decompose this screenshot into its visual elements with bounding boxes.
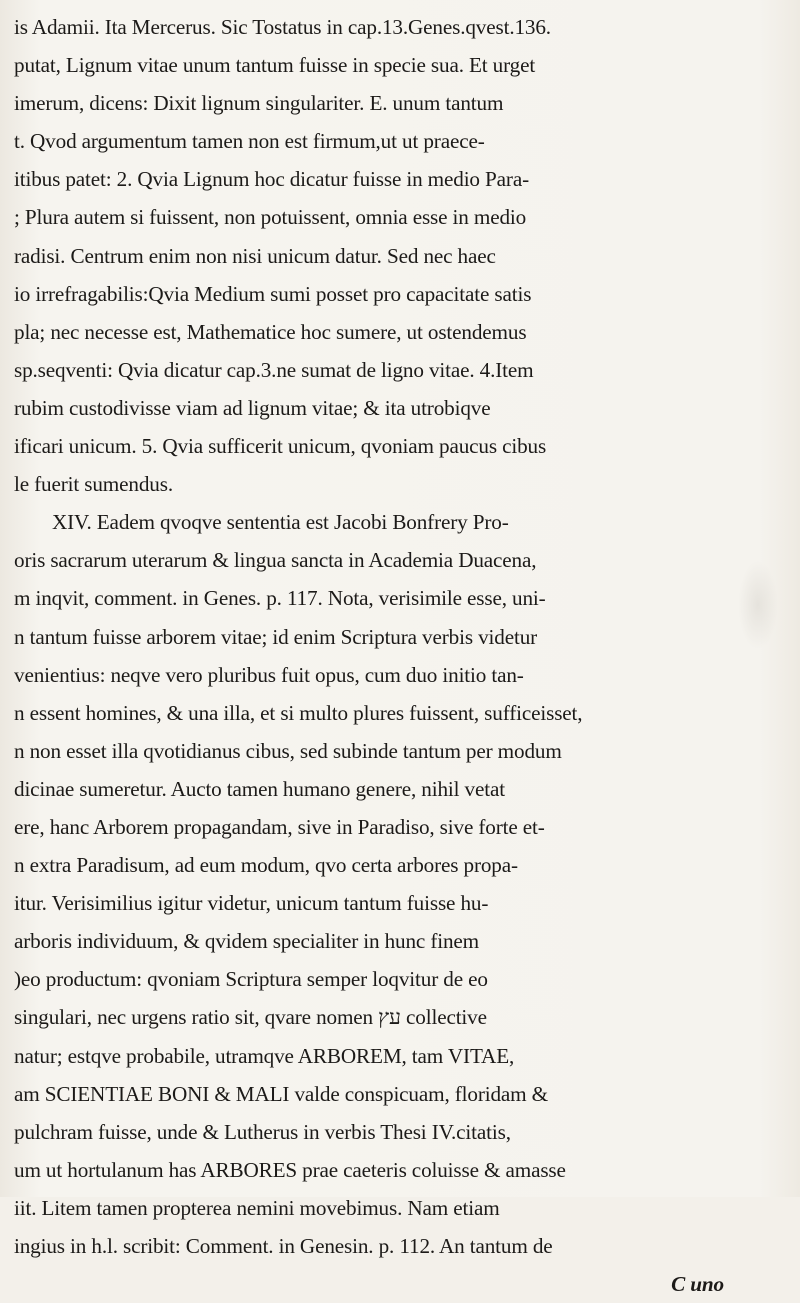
text-line: itur. Verisimilius igitur videtur, unicum tantum fuisse hu-: [14, 891, 489, 916]
text-line: arboris individuum, & qvidem specialiter in hunc finem: [14, 929, 479, 954]
text-line: t. Qvod argumentum tamen non est firmum,ut ut praece-: [14, 129, 485, 154]
text-line: venientius: neqve vero pluribus fuit opus, cum duo initio tan-: [14, 662, 524, 687]
text-line: pulchram fuisse, unde & Lutherus in verbis Thesi IV.citatis,: [14, 1119, 511, 1144]
text-line: imerum, dicens: Dixit lignum singulariter. E. unum tantum: [14, 91, 504, 116]
text-line: itibus patet: 2. Qvia Lignum hoc dicatur fuisse in medio Para-: [14, 167, 529, 192]
text-line: )eo productum: qvoniam Scriptura semper loqvitur de eo: [14, 967, 488, 992]
text-line: n extra Paradisum, ad eum modum, qvo certa arbores propa-: [14, 853, 518, 878]
text-line: ingius in h.l. scribit: Comment. in Genesin. p. 112. An tantum de: [14, 1234, 553, 1258]
text-line: am SCIENTIAE BONI & MALI valde conspicuam, floridam &: [14, 1081, 548, 1106]
text-line: rubim custodivisse viam ad lignum vitae; & ita utrobiqve: [14, 395, 491, 420]
text-line: n non esset illa qvotidianus cibus, sed subinde tantum per modum: [14, 738, 562, 763]
text-line: io irrefragabilis:Qvia Medium sumi posset pro capacitate satis: [14, 281, 532, 306]
catchword: C uno: [671, 1272, 724, 1297]
text-line: is Adamii. Ita Mercerus. Sic Tostatus in cap.13.Genes.qvest.136.: [14, 15, 551, 39]
text-line: n essent homines, & una illa, et si multo plures fuissent, sufficeisset,: [14, 700, 583, 725]
text-line: le fuerit sumendus.: [14, 472, 173, 497]
text-line: natur; estqve probabile, utramqve ARBOREM, tam VITAE,: [14, 1043, 515, 1068]
page-text: [14, 8, 784, 1303]
text-line: sp.seqventi: Qvia dicatur cap.3.ne sumat de ligno vitae. 4.Item: [14, 357, 534, 382]
text-line: pla; nec necesse est, Mathematice hoc sumere, ut ostendemus: [14, 319, 527, 344]
ink-bleed-mark: [738, 560, 778, 650]
text-line: ificari unicum. 5. Qvia sufficerit unicum, qvoniam paucus cibus: [14, 434, 547, 459]
text-line: singulari, nec urgens ratio sit, qvare nomen עץ collective: [14, 1005, 487, 1030]
text-line: um ut hortulanum has ARBORES prae caeteris coluisse & amasse: [14, 1157, 566, 1182]
text-line: m inqvit, comment. in Genes. p. 117. Nota, verisimile esse, uni-: [14, 586, 546, 611]
text-line: oris sacrarum uterarum & lingua sancta in Academia Duacena,: [14, 548, 537, 573]
text-line: ere, hanc Arborem propagandam, sive in Paradiso, sive forte et-: [14, 814, 545, 839]
text-line: ; Plura autem si fuissent, non potuissent, omnia esse in medio: [14, 205, 527, 230]
text-line: n tantum fuisse arborem vitae; id enim Scriptura verbis videtur: [14, 624, 538, 649]
text-line: iit. Litem tamen propterea nemini movebimus. Nam etiam: [14, 1195, 500, 1220]
text-line: dicinae sumeretur. Aucto tamen humano genere, nihil vetat: [14, 776, 505, 801]
text-line: radisi. Centrum enim non nisi unicum datur. Sed nec haec: [14, 243, 496, 268]
section-heading-line: XIV. Eadem qvoqve sententia est Jacobi Bonfrery Pro-: [52, 510, 509, 535]
text-line: putat, Lignum vitae unum tantum fuisse in specie sua. Et urget: [14, 53, 536, 78]
